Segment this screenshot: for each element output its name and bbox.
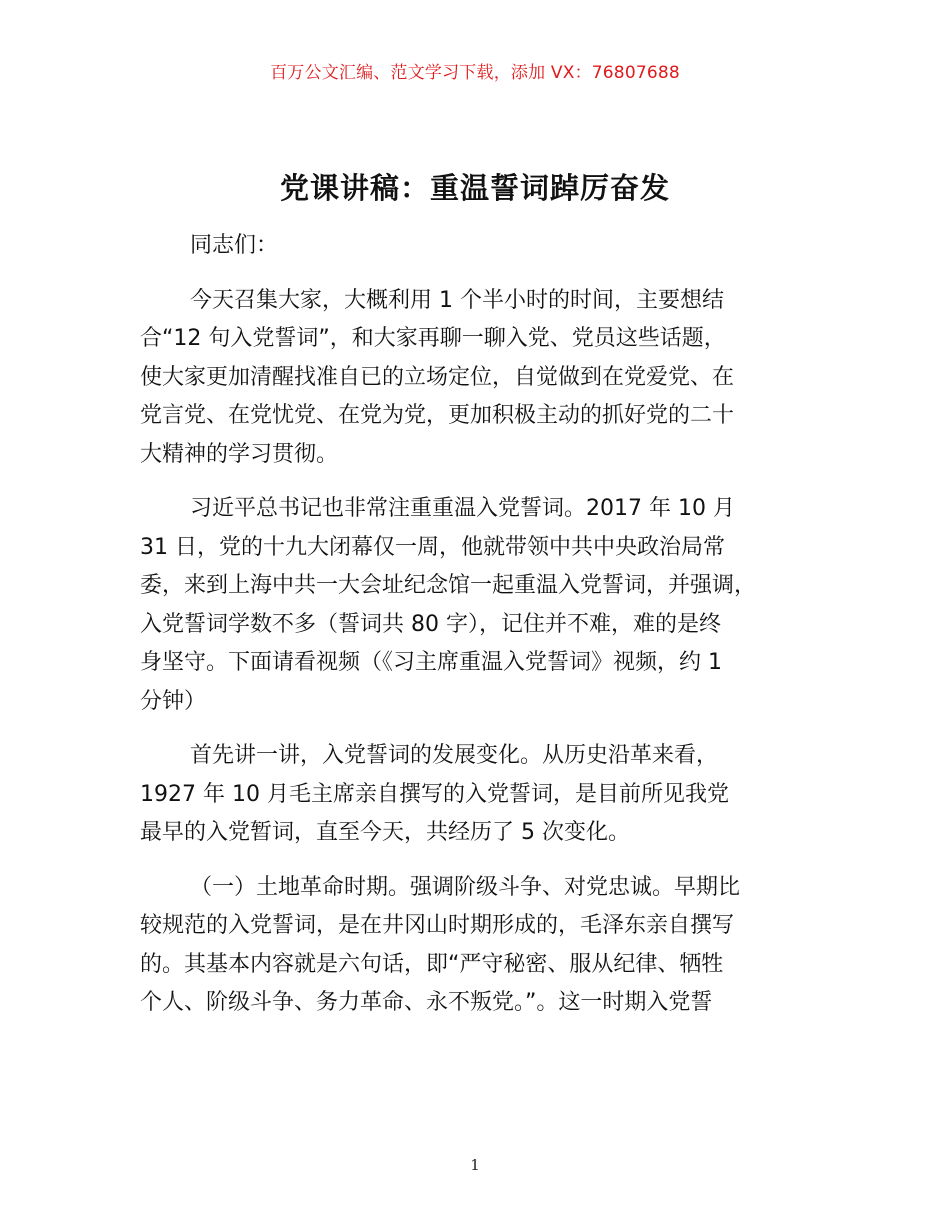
- paragraph-line: 较规范的入党誓词，是在井冈山时期形成的，毛泽东亲自撰写: [140, 913, 735, 938]
- page-number: 1: [470, 1156, 480, 1174]
- paragraph-line: 今天召集大家，大概利用 1 个半小时的时间，主要想结: [190, 287, 724, 313]
- paragraph: [140, 227, 830, 266]
- paragraph-line: 31 日，党的十九大闭幕仅一周，他就带领中共中央政治局常: [140, 534, 725, 560]
- paragraph-line: 最早的入党暂词，直至今天，共经历了 5 次变化。: [140, 820, 630, 845]
- paragraph: [140, 869, 830, 1023]
- paragraph-line: 分钟）: [140, 688, 207, 714]
- paragraph-line: （一）土地革命时期。强调阶级斗争、对党忠诚。早期比: [190, 874, 741, 900]
- paragraph-line: 党言党、在党忧党、在党为党，更加积极主动的抓好党的二十: [140, 403, 735, 428]
- paragraph-line: 个人、阶级斗争、务力革命、永不叛党。”。这一时期入党誓: [140, 990, 713, 1015]
- document-title: 党课讲稿：重温誓词踔厉奋发: [279, 171, 670, 205]
- header-note: 百万公文汇编、范文学习下载，添加 VX：76807688: [270, 63, 680, 83]
- paragraph-line: 同志们：: [190, 233, 279, 258]
- paragraph-line: 使大家更加清醒找准自已的立场定位，自觉做到在党爱党、在: [140, 364, 735, 390]
- paragraph-line: 首先讲一讲，入党誓词的发展变化。从历史沿革来看，: [190, 743, 719, 768]
- paragraph: [140, 490, 830, 721]
- paragraph-line: 1927 年 10 月毛主席亲自撰写的入党誓词，是目前所见我党: [140, 781, 729, 807]
- paragraph-line: 委，来到上海中共一大会址纪念馆一起重温入党誓词，并强调，: [140, 573, 757, 598]
- paragraph-line: 习近平总书记也非常注重重温入党誓词。2017 年 10 月: [190, 496, 735, 521]
- paragraph-line: 的。其基本内容就是六句话，即“严守秘密、服从纪律、牺牲: [140, 951, 724, 977]
- paragraph-line: 大精神的学习贯彻。: [140, 441, 339, 467]
- document-body: [140, 227, 830, 1039]
- paragraph: [140, 737, 830, 853]
- paragraph-line: 入党誓词学数不多（誓词共 80 字），记住并不难，难的是终: [140, 611, 721, 637]
- paragraph-line: 合“12 句入党誓词”，和大家再聊一聊入党、党员这些话题，: [140, 326, 726, 351]
- paragraph: [140, 282, 830, 475]
- paragraph-line: 身坚守。下面请看视频（《习主席重温入党誓词》视频，约 1: [140, 650, 722, 675]
